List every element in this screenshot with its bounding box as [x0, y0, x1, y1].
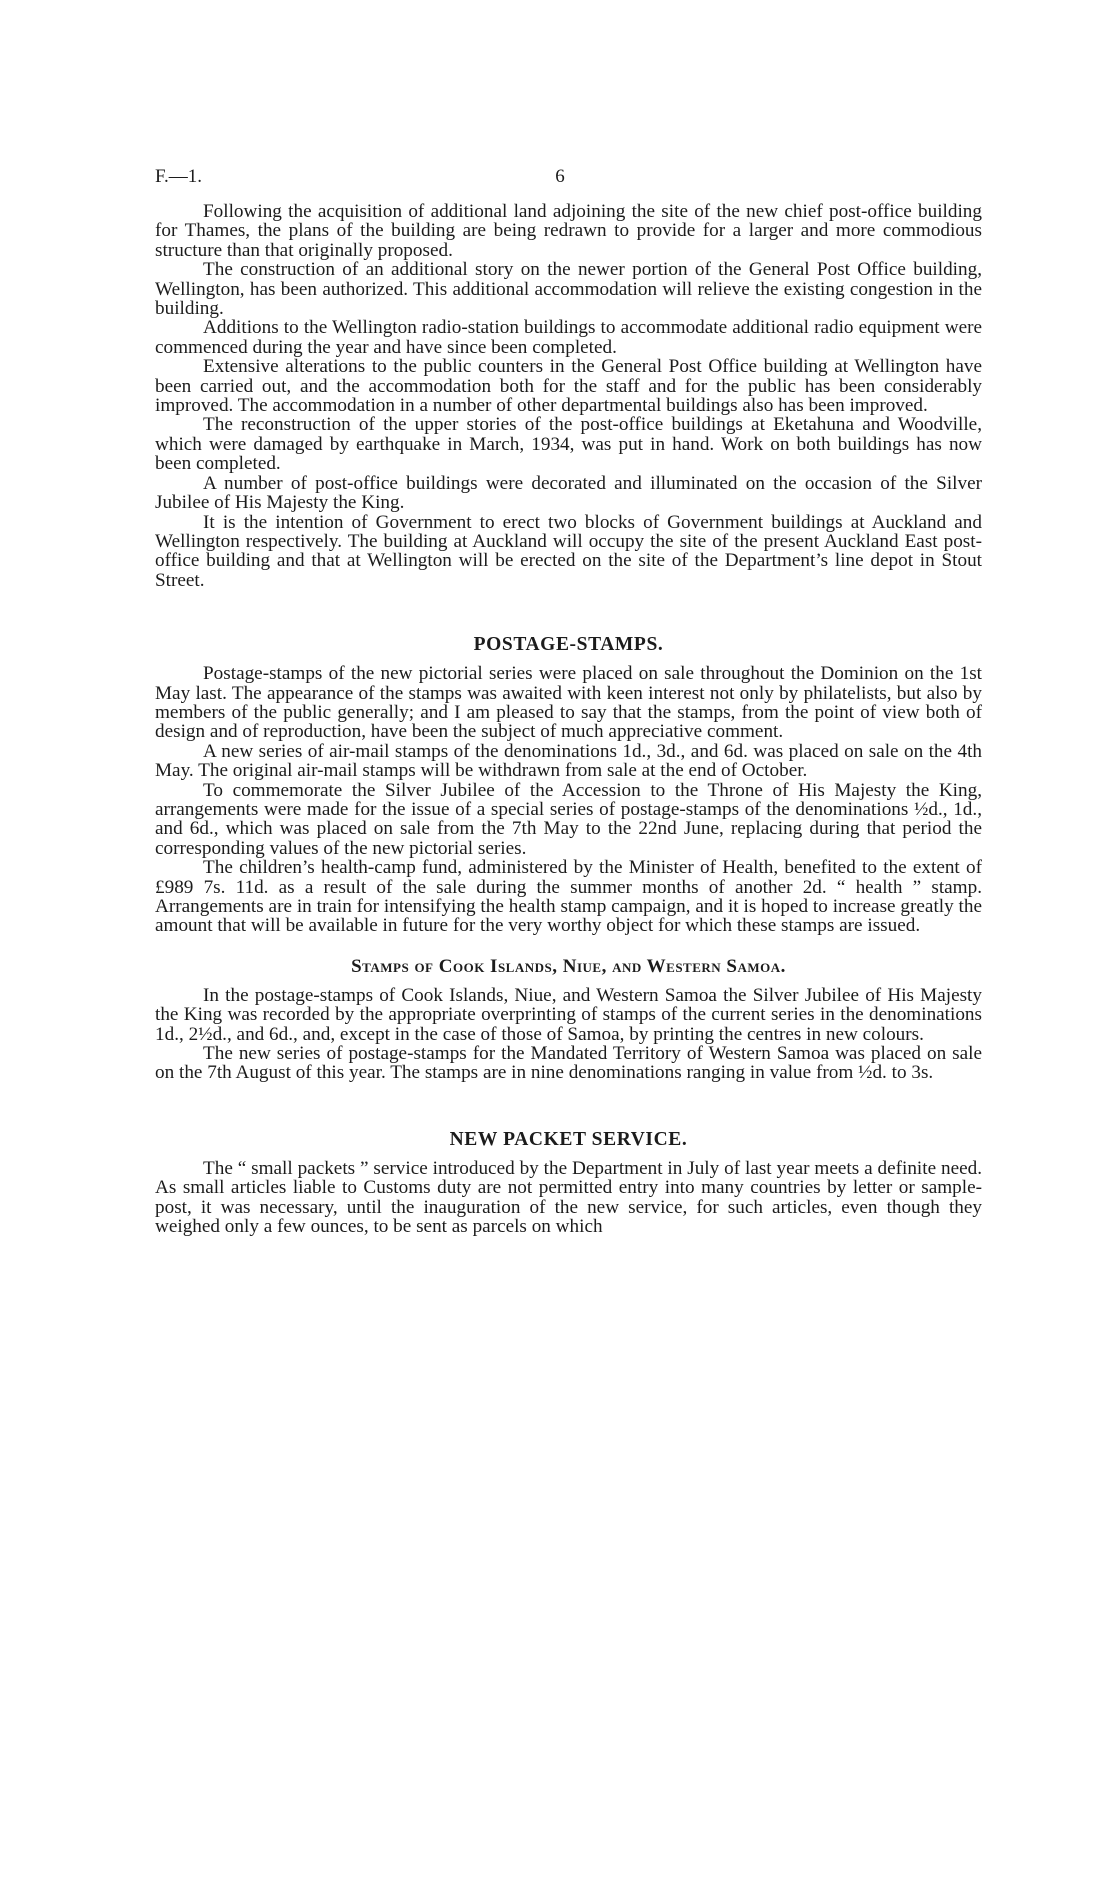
- section-postage-stamps: [155, 664, 982, 936]
- section-buildings: [155, 202, 982, 590]
- paragraph: The reconstruction of the upper stories of the post-office buildings at Eketahuna and Woodville, which were damaged by earthquake in March, 1934, was put in hand. Work on both buildings has now been completed.: [155, 414, 982, 475]
- page-number: 6: [555, 166, 565, 187]
- paragraph: A new series of air-mail stamps of the denominations 1d., 3d., and 6d. was placed on sale on the 4th May. The original air-mail stamps will be withdrawn from sale at the end of October.: [155, 740, 982, 782]
- paragraph: To commemorate the Silver Jubilee of the Accession to the Throne of His Majesty the King, arrangements were made for the issue of a special series of postage-stamps of the denominations ½d., 1d., and 6d., which was placed on sale from the 7th May to the 22nd June, replacing during that period the corresponding values of the new pictorial series.: [155, 779, 982, 859]
- paragraph: The children’s health-camp fund, administered by the Minister of Health, benefited to the extent of £989 7s. 11d. as a result of the sale during the summer months of another 2d. “ health ” stamp. Arrangements are in train for intensifying the health stamp campaign, and it is hoped to increase greatly the amount that will be available in future for the very worthy object for which these stamps are issued.: [155, 857, 982, 937]
- paragraph: The construction of an additional story on the newer portion of the General Post Office building, Wellington, has been authorized. This additional accommodation will relieve the existing congestion in the building.: [155, 259, 982, 320]
- section-heading-postage-stamps: POSTAGE-STAMPS.: [473, 634, 664, 656]
- document-reference: F.—1.: [155, 166, 203, 187]
- section-new-packet-service: [155, 1159, 982, 1237]
- section-cook-islands: [155, 986, 982, 1083]
- section-heading-cook-islands: Stamps of Cook Islands, Niue, and Western Samoa.: [351, 955, 786, 977]
- page-header: [155, 166, 965, 190]
- paragraph: Extensive alterations to the public counters in the General Post Office building at Wellington have been carried out, and the accommodation both for the staff and for the public has been considerably improved. The accommodation in a number of other departmental buildings also has been improved.: [155, 356, 982, 417]
- paragraph: A number of post-office buildings were decorated and illuminated on the occasion of the Silver Jubilee of His Majesty the King.: [155, 472, 982, 514]
- paragraph: It is the intention of Government to erect two blocks of Government buildings at Auckland and Wellington respectively. The building at Auckland will occupy the site of the present Auckland East post-office building and that at Wellington will be erected on the site of the Department’s line depot in Stout Street.: [155, 511, 982, 591]
- paragraph: The new series of postage-stamps for the Mandated Territory of Western Samoa was placed on sale on the 7th August of this year. The stamps are in nine denominations ranging in value from ½d. to 3s.: [155, 1043, 982, 1084]
- paragraph: Following the acquisition of additional land adjoining the site of the new chief post-office building for Thames, the plans of the building are being redrawn to provide for a larger and more commodious structure than that originally proposed.: [155, 201, 982, 261]
- paragraph: The “ small packets ” service introduced by the Department in July of last year meets a definite need. As small articles liable to Customs duty are not permitted entry into many countries by letter or sample-post, it was necessary, until the inauguration of the new service, for such articles, even though they weighed only a few ounces, to be sent as parcels on which: [155, 1157, 982, 1238]
- paragraph: Additions to the Wellington radio-station buildings to accommodate additional radio equipment were commenced during the year and have since been completed.: [155, 317, 982, 358]
- paragraph: Postage-stamps of the new pictorial series were placed on sale throughout the Dominion on the 1st May last. The appearance of the stamps was awaited with keen interest not only by philatelists, but also by members of the public generally; and I am pleased to say that the stamps, from the point of view both of design and of reproduction, have been the subject of much appreciative comment.: [155, 663, 982, 743]
- section-heading-new-packet-service: NEW PACKET SERVICE.: [449, 1128, 688, 1150]
- document-body: [155, 202, 982, 1236]
- paragraph: In the postage-stamps of Cook Islands, Niue, and Western Samoa the Silver Jubilee of His Majesty the King was recorded by the appropriate overprinting of stamps of the current series in the denominations 1d., 2½d., and 6d., and, except in the case of those of Samoa, by printing the centres in new colours.: [155, 984, 982, 1045]
